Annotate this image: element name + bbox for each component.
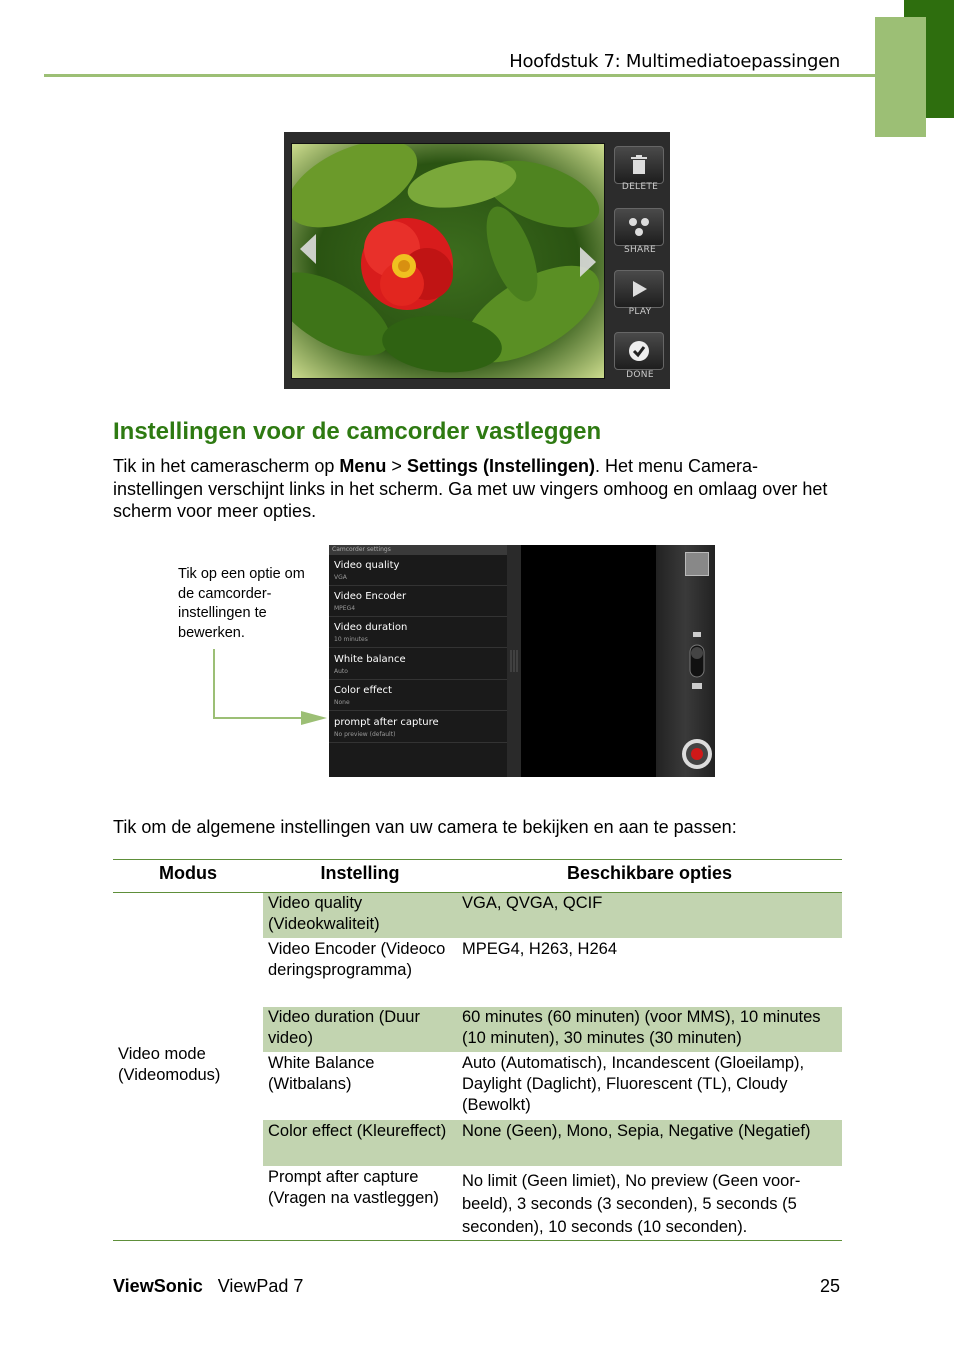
thumbnail-button[interactable] [685, 552, 709, 576]
header-modus: Modus [159, 863, 217, 883]
footer-brand: ViewSonic ViewPad 7 [113, 1276, 304, 1296]
share-button[interactable] [614, 208, 664, 246]
mode-cell: Video mode (Videomodus) [118, 1045, 221, 1084]
menu-item-video-encoder[interactable]: Video Encoder MPEG4 [329, 586, 507, 617]
share-icon [628, 216, 650, 238]
record-button[interactable] [681, 738, 713, 770]
chapter-title: Hoofdstuk 7: Multimediatoepassingen [509, 51, 840, 72]
menu-item-color-effect[interactable]: Color effect None [329, 680, 507, 711]
check-icon [628, 340, 650, 362]
done-label: DONE [626, 370, 654, 380]
trash-icon [628, 154, 650, 176]
table-bottom-rule [113, 1240, 842, 1241]
camera-mode-switch[interactable] [689, 631, 705, 691]
chapter-tab-light [875, 17, 926, 137]
play-icon [628, 278, 650, 300]
video-icon [693, 632, 701, 637]
table-intro: Tik om de algemene instellingen van uw camera te bekijken en aan te passen: [113, 817, 737, 837]
setting-cell: Color effect (Kleureffect) [268, 1122, 447, 1140]
options-cell: VGA, QVGA, QCIF [462, 894, 603, 912]
section-title: Instellingen voor de camcorder vastleggen [113, 418, 602, 445]
flower-photo [291, 143, 605, 379]
options-cell: MPEG4, H263, H264 [462, 940, 617, 958]
settings-term: Settings (Instellingen) [406, 456, 595, 476]
camera-icon [692, 683, 702, 689]
menu-item-video-quality[interactable]: Video quality VGA [329, 555, 507, 586]
done-button[interactable] [614, 332, 664, 370]
share-label: SHARE [623, 245, 657, 255]
options-cell: 60 minutes (60 minuten) (voor MMS), 10 minutes (10 minuten), 30 minutes (30 minuten) [462, 1008, 821, 1047]
setting-cell: Video quality (Videokwaliteit) [268, 894, 380, 933]
setting-cell: White Balance (Witbalans) [268, 1054, 375, 1093]
section-paragraph: Tik in het camerascherm op Menu > Settings (Instellingen). Het menu Camera-instellingen verschijnt links in het scherm. Ga met uw vingers omhoog en omlaag over het scherm voor meer opties. [113, 456, 828, 521]
header-rule [44, 74, 875, 77]
page-number: 25 [819, 1276, 840, 1296]
menu-scrollbar[interactable] [507, 545, 521, 777]
options-cell: No limit (Geen limiet), No preview (Geen voor-beeld), 3 seconds (3 seconden), 5 seconds (5 seconden), 10 seconds (10 seconden). [462, 1172, 801, 1236]
options-cell: None (Geen), Mono, Sepia, Negative (Negatief) [462, 1122, 811, 1140]
options-cell: Auto (Automatisch), Incandescent (Gloeilamp), Daylight (Daglicht), Fluorescent (TL), Cloudy (Bewolkt) [462, 1054, 805, 1114]
menu-term: Menu [339, 456, 387, 476]
callout-arrow [205, 648, 330, 728]
delete-label: DELETE [621, 182, 659, 192]
setting-cell: Prompt after capture (Vragen na vastleggen) [268, 1168, 439, 1207]
header-opties: Beschikbare opties [566, 863, 733, 883]
delete-button[interactable] [614, 146, 664, 184]
header-instelling: Instelling [320, 863, 400, 883]
menu-item-white-balance[interactable]: White balance Auto [329, 649, 507, 680]
menu-item-prompt-after-capture[interactable]: prompt after capture No preview (default) [329, 712, 507, 743]
table-top-rule [113, 859, 842, 860]
menu-header: Camcorder settings [329, 545, 507, 555]
callout-text: Tik op een optie om de camcorder-instellingen te bewerken. [178, 566, 305, 641]
camcorder-settings-menu [329, 545, 507, 777]
setting-cell: Video duration (Duur video) [268, 1008, 420, 1047]
play-label: PLAY [628, 307, 652, 317]
menu-item-video-duration[interactable]: Video duration 10 minutes [329, 617, 507, 648]
camera-control-panel [656, 545, 715, 777]
play-button[interactable] [614, 270, 664, 308]
setting-cell: Video Encoder (Videocoderingsprogramma) [268, 940, 446, 979]
